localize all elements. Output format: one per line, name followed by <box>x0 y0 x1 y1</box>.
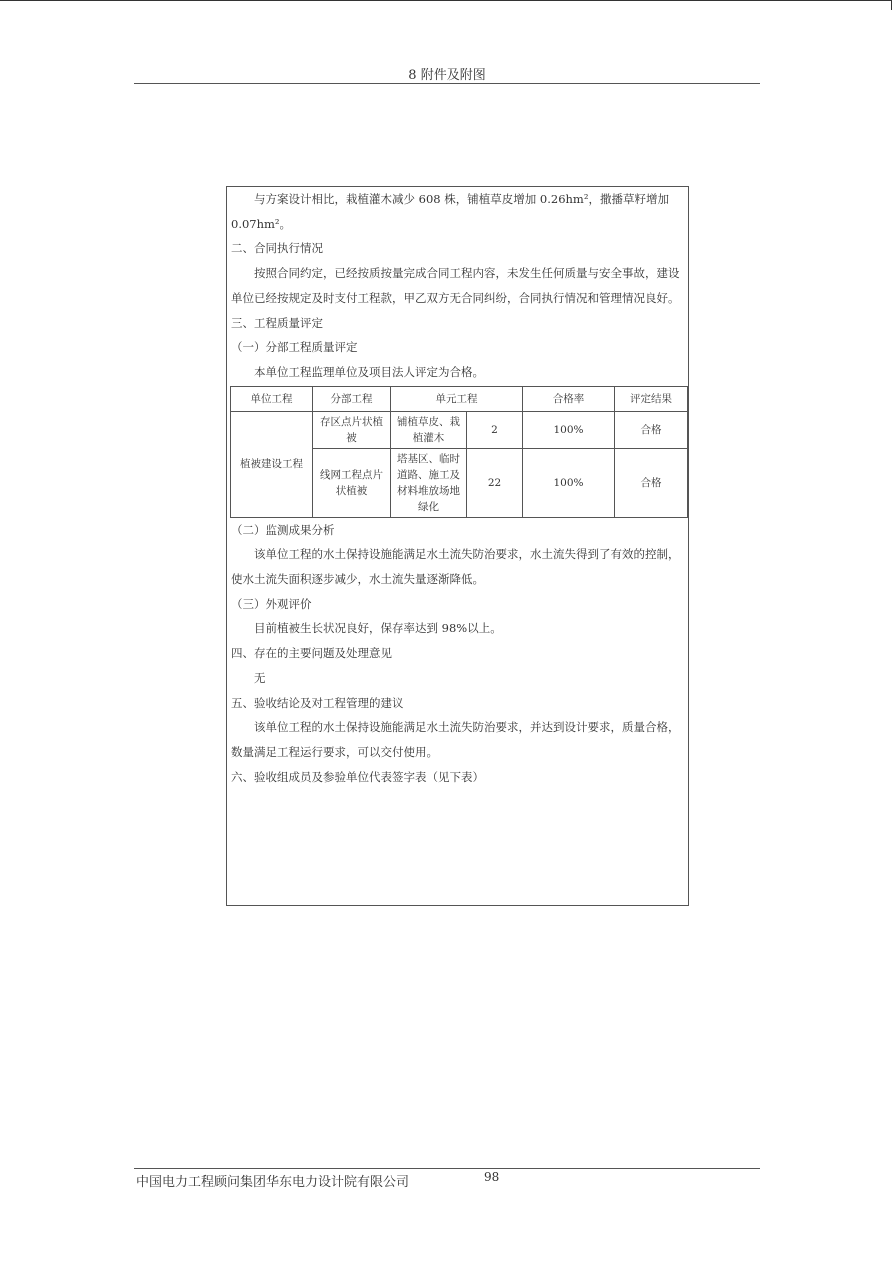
section-3-sub3-title: （三）外观评价 <box>231 596 312 611</box>
element-cell: 塔基区、临时道路、施工及材料堆放场地绿化 <box>391 448 467 517</box>
table-row <box>231 411 688 448</box>
page-top-border <box>0 0 892 1</box>
footer-company: 中国电力工程顾问集团华东电力设计院有限公司 <box>136 1175 410 1190</box>
table-header-cell: 合格率 <box>523 386 615 411</box>
table-header-cell: 单位工程 <box>231 386 313 411</box>
rate-cell: 100% <box>523 448 615 517</box>
section-2-text: 按照合同约定，已经按质按量完成合同工程内容，未发生任何质量与安全事故，建设单位已经按规定及时支付工程款，甲乙双方无合同纠纷，合同执行情况和管理情况良好。 <box>231 266 680 305</box>
section-3-sub3-text: 目前植被生长状况良好，保存率达到 98%以上。 <box>254 621 502 636</box>
footer-rule <box>134 1168 760 1169</box>
rate-cell: 100% <box>523 411 615 448</box>
table-header-cell: 单元工程 <box>391 386 523 411</box>
section-3-sub2-text: 该单位工程的水土保持设施能满足水土流失防治要求，水土流失得到了有效的控制，使水土流失面积逐步减少，水土流失量逐渐降低。 <box>231 547 680 587</box>
section-2-title: 二、合同执行情况 <box>231 241 323 256</box>
section-3-title: 三、工程质量评定 <box>231 315 323 330</box>
part-cell: 线网工程点片状植被 <box>313 448 391 517</box>
page-header-title: 8 附件及附图 <box>408 68 486 83</box>
section-3-sub1-title: （一）分部工程质量评定 <box>231 340 358 355</box>
header-rule <box>134 83 760 84</box>
count-cell: 22 <box>467 448 523 517</box>
quality-table <box>230 386 688 518</box>
result-cell: 合格 <box>615 411 688 448</box>
section-4-text: 无 <box>254 670 266 685</box>
section-3-sub1-text: 本单位工程监理单位及项目法人评定为合格。 <box>254 364 484 379</box>
table-header-cell: 评定结果 <box>615 386 688 411</box>
section-5-title: 五、验收结论及对工程管理的建议 <box>231 695 404 710</box>
form-content <box>227 187 688 789</box>
part-cell: 存区点片状植被 <box>313 411 391 448</box>
page-number: 98 <box>484 1170 500 1184</box>
section-4-title: 四、存在的主要问题及处理意见 <box>231 646 392 661</box>
table-header-cell: 分部工程 <box>313 386 391 411</box>
count-cell: 2 <box>467 411 523 448</box>
element-cell: 铺植草皮、栽植灌木 <box>391 411 467 448</box>
para-comparison: 与方案设计相比，栽植灌木减少 608 株，铺植草皮增加 0.26hm²，撒播草籽增加 0.07hm²。 <box>231 192 669 231</box>
unit-project-cell: 植被建设工程 <box>231 411 313 517</box>
section-3-sub2-title: （二）监测成果分析 <box>231 522 335 537</box>
section-6-title: 六、验收组成员及参验单位代表签字表（见下表） <box>231 769 484 784</box>
section-5-text: 该单位工程的水土保持设施能满足水土流失防治要求，并达到设计要求，质量合格，数量满足工程运行要求，可以交付使用。 <box>231 720 680 759</box>
acceptance-form-box <box>226 186 689 906</box>
table-header-row <box>231 386 688 411</box>
result-cell: 合格 <box>615 448 688 517</box>
